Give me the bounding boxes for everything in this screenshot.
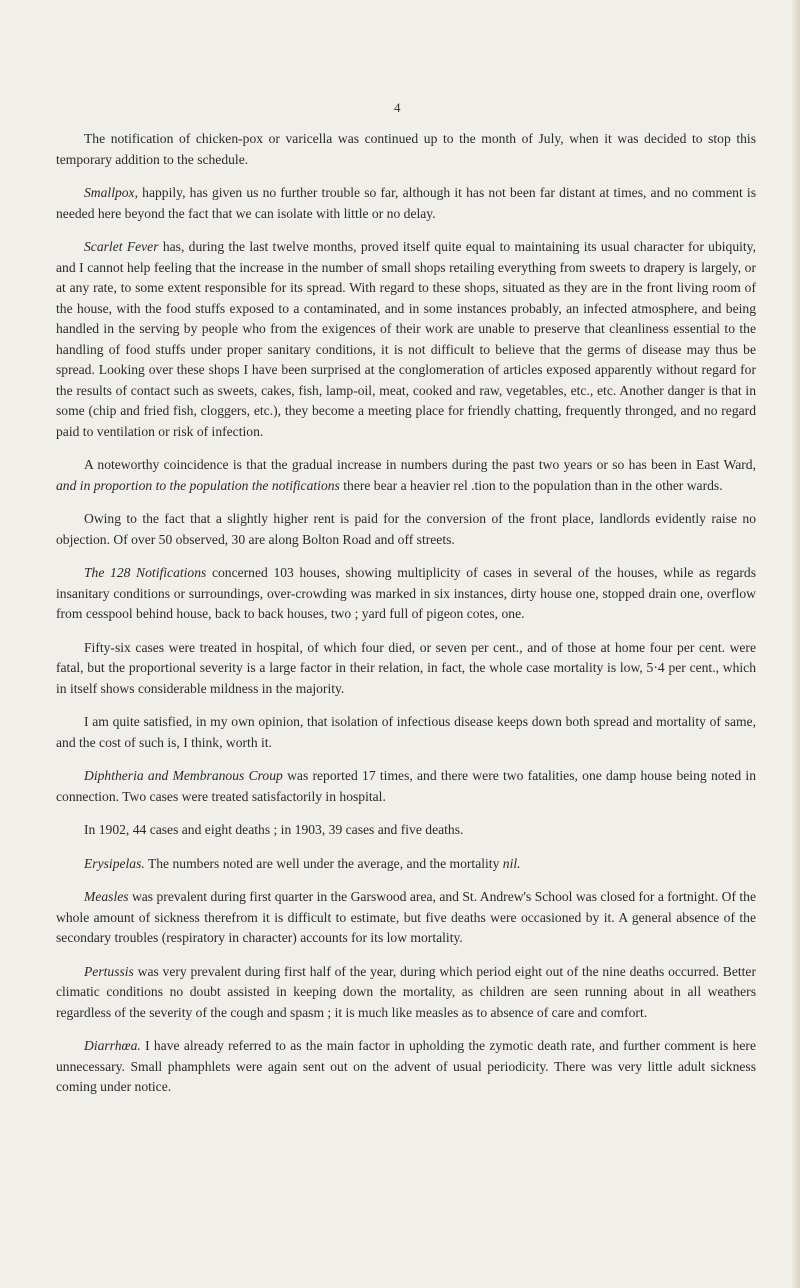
paragraph-text: In 1902, 44 cases and eight deaths ; in 1903, 39 cases and five deaths. bbox=[84, 822, 464, 837]
paragraph-isolation bbox=[56, 712, 756, 753]
paragraph-lead: Diarrhœa. bbox=[84, 1038, 141, 1053]
paragraph-east-ward bbox=[56, 455, 756, 496]
paragraph-text: I have already referred to as the main factor in upholding the zymotic death rate, and further comment is here unnecessary. Small phamphlets were again sent out on the advent of usual periodicity. There was very little adult sickness coming under notice. bbox=[56, 1038, 756, 1094]
paragraph-diarrhoea bbox=[56, 1036, 756, 1098]
paragraph-lead: Measles bbox=[84, 889, 129, 904]
paragraph-measles bbox=[56, 887, 756, 949]
page-edge bbox=[792, 0, 800, 1288]
paragraph-lead: Diphtheria and Membranous Croup bbox=[84, 768, 283, 783]
paragraph-italic: and in proportion to the population the notifications bbox=[56, 477, 340, 493]
paragraph-text: Owing to the fact that a slightly higher rent is paid for the conversion of the front place, landlords evidently raise no objection. Of over 50 observed, 30 are along Bolton Road and off streets. bbox=[56, 511, 756, 547]
paragraph-chicken-pox bbox=[56, 129, 756, 170]
paragraph-text: A noteworthy coincidence is that the gradual increase in numbers during the past two years or so has been in East Ward, bbox=[84, 457, 756, 472]
paragraph-lead: Pertussis bbox=[84, 963, 134, 979]
paragraph-text: I am quite satisfied, in my own opinion, that isolation of infectious disease keeps down both spread and mortality of same, and the cost of such is, I think, worth it. bbox=[56, 714, 756, 750]
paragraph-lead: Erysipelas. bbox=[84, 855, 145, 871]
paragraph-text: has, during the last twelve months, proved itself quite equal to maintaining its usual character for ubiquity, and I cannot help feeling that the increase in the number of small shops retailing everything from sweets to drapery is largely, or at any rate, to some extent responsible for its spread. With regard to these shops, situated as they are in the front living room of the house, with the food stuffs exposed to a contaminated, and in some instances probably, an infected atmosphere, and being handled in the serving by people who from the exigences of their work are unable to preserve that cleanliness essential to the handling of food stuffs under proper sanitary conditions, it is not difficult to believe that the germs of disease may thus be spread. Looking over these shops I have been surprised at the conglomeration of articles exposed apparently without regard for the results of contact such as sweets, cakes, fish, lamp-oil, meat, cooked and raw, vegetables, etc., etc. Another danger is that in some (chip and fried fish, cloggers, etc.), they become a meeting place for friendly chatting, frequently thronged, and no regard paid to ventilation or risk of infection. bbox=[56, 239, 756, 439]
paragraph-hospital-cases bbox=[56, 638, 756, 700]
paragraph-diphtheria-years bbox=[56, 820, 756, 841]
paragraph-smallpox bbox=[56, 183, 756, 224]
paragraph-lead: Smallpox, bbox=[84, 185, 138, 200]
paragraph-pertussis bbox=[56, 962, 756, 1024]
report-body bbox=[56, 129, 756, 1111]
paragraph-text: happily, has given us no further trouble so far, although it has not been far distant at times, and no comment is needed here beyond the fact that we can isolate with little or no delay. bbox=[56, 185, 756, 221]
paragraph-erysipelas bbox=[56, 854, 756, 875]
paragraph-diphtheria bbox=[56, 766, 756, 807]
paragraph-text: was prevalent during first quarter in the Garswood area, and St. Andrew's School was closed for a fortnight. Of the whole amount of sickness therefrom it is difficult to estimate, but five deaths were occasioned by it. A general absence of the secondary troubles (respiratory in character) accounts for its low mortality. bbox=[56, 889, 756, 945]
paragraph-text: The numbers noted are well under the average, and the mortality bbox=[144, 855, 503, 871]
paragraph-notifications bbox=[56, 563, 756, 625]
paragraph-tail: there bear a heavier rel .tion to the population than in the other wards. bbox=[339, 477, 723, 493]
paragraph-italic: nil. bbox=[502, 855, 521, 871]
paragraph-lead: Scarlet Fever bbox=[84, 239, 159, 254]
paragraph-text: concerned 103 houses, showing multiplicity of cases in several of the houses, while as regards insanitary conditions or surroundings, over-crowding was marked in six instances, dirty house one, stopped drain one, overflow from cesspool behind house, back to back houses, two ; yard full of pigeon cotes, one. bbox=[56, 565, 756, 621]
page-number: 4 bbox=[394, 100, 401, 115]
paragraph-rent bbox=[56, 509, 756, 550]
paragraph-text: was very prevalent during first half of the year, during which period eight out of the nine deaths occurred. Better climatic conditions no doubt assisted in keeping down the mortality, as children are seen running about in all weathers regardless of the severity of the cough and spasm ; it is much like measles as to absence of care and comfort. bbox=[56, 963, 756, 1020]
paragraph-lead: The 128 Notifications bbox=[84, 565, 207, 580]
paragraph-scarlet-fever bbox=[56, 237, 756, 442]
paragraph-text: Fifty-six cases were treated in hospital, of which four died, or seven per cent., and of those at home four per cent. were fatal, but the proportional severity is a large factor in their relation, in fact, the whole case mortality is low, 5·4 per cent., which in itself shows considerable mildness in the majority. bbox=[56, 639, 756, 696]
paragraph-text: was reported 17 times, and there were two fatalities, one damp house being noted in connection. Two cases were treated satisfactorily in hospital. bbox=[56, 768, 756, 804]
paragraph-text: The notification of chicken-pox or varicella was continued up to the month of July, when it was decided to stop this temporary addition to the schedule. bbox=[56, 131, 756, 167]
